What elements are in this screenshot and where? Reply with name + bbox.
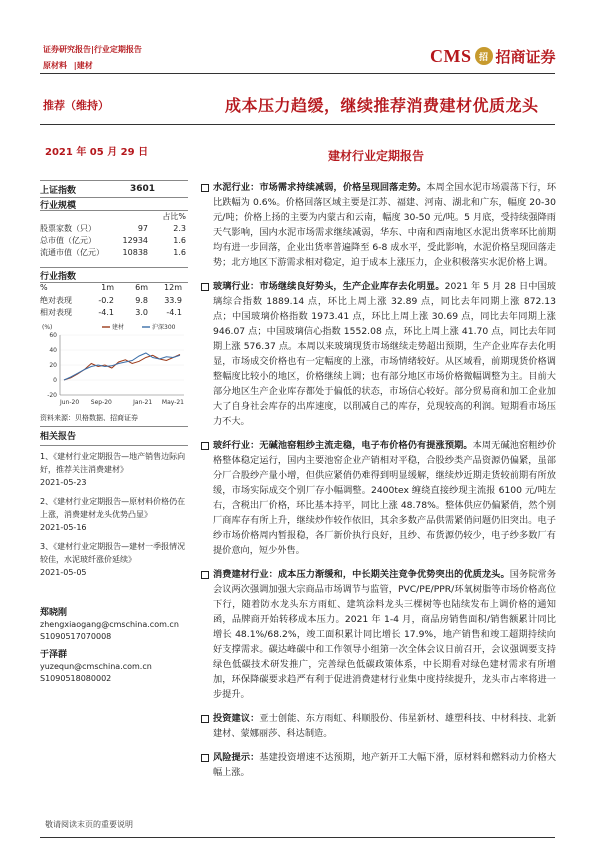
analyst-license: S1090518080002 — [40, 674, 112, 683]
perf-row-value: 9.8 — [135, 296, 148, 305]
related-date: 2021-05-23 — [40, 478, 87, 487]
industry-index-chart — [40, 321, 188, 411]
logo-cn-text: 招商证券 — [495, 47, 556, 66]
perf-row-value: 3.0 — [135, 308, 148, 317]
sidebar-divider — [40, 445, 188, 446]
sidebar — [40, 180, 188, 685]
scale-row-label: 股票家数（只） — [40, 224, 96, 233]
index-label: 上证指数 — [40, 185, 77, 196]
footer-note: 敬请阅读末页的重要说明 — [45, 820, 133, 829]
scale-row-pct: 1.6 — [173, 248, 186, 257]
bullet-lead: 消费建材行业：成本压力渐缓和，中长期关注竞争优势突出的优质龙头。 — [213, 569, 510, 580]
bullet-body: 本周无碱池窑粗纱价格整体稳定运行，国内主要池窑企业产销相对平稳，合股纱类产品资源仍偏紧，虽部分厂合股纱产量小增，但供应紧俏仍难得到明显缓解，继续炒近期走货较前期有所放缓，市场实际成交个别厂存小幅调整。2400tex 缠绕直接纱现主流报 6100 元/吨左右，含税出厂价格，环比基本持平，同比上涨 48.78%。整体供应仍偏紧俏，然个别厂商库存有所上升，继续炒作较作依旧，其余多数产品供需紧俏问题仍旧突出。电子纱市场价格周内暂报稳，各厂新价执行良好，且纱、布货源仍较少，电子纱多数厂有提价意向，短少外售。 — [213, 440, 557, 556]
y-tick-label: 40 — [49, 347, 57, 354]
perf-row-value: -0.2 — [98, 296, 114, 305]
analyst-name: 郑晓刚 — [40, 608, 68, 618]
x-tick-label: Jun-20 — [60, 399, 80, 406]
perf-row — [40, 307, 188, 319]
analyst-name: 于泽群 — [40, 650, 68, 660]
x-tick-label: Jan-21 — [133, 399, 153, 406]
y-axis-label: (%) — [42, 324, 53, 331]
scale-row-value: 97 — [137, 224, 148, 233]
y-tick-label: 20 — [49, 362, 57, 369]
scale-row-label: 总市值（亿元） — [40, 236, 96, 245]
report-title: 成本压力趋缓，继续推荐消费建材优质龙头 — [225, 96, 539, 115]
bullet-fiberglass — [201, 438, 556, 558]
rating: 推荐（维持） — [43, 99, 109, 112]
legend-label: 建材 — [112, 324, 125, 331]
perf-col-unit: % — [40, 283, 48, 292]
perf-col-header: 12m — [164, 283, 182, 292]
bullet-lead: 水泥行业：市场需求持续减弱，价格呈现回落走势。 — [213, 182, 427, 193]
cms-logo — [430, 44, 560, 68]
y-tick-label: 0 — [53, 377, 57, 384]
scale-row-value: 10838 — [122, 248, 148, 257]
perf-row-value: -4.1 — [166, 308, 182, 317]
report-date: 2021 年 05 月 29 日 — [45, 147, 149, 158]
bullet-body: 本周全国水泥市场震荡下行，环比跌幅为 0.6%。价格回落区域主要是江苏、福建、河南、湖北和广东，幅度 20-30 元/吨；价格上扬的主要为内蒙古和云南，幅度 30-50 元/吨。5 月底，受持续强降雨天气影响，国内水泥市场需求继续减弱，华东、中南和西南地区水泥出货率环比前期均有进一步回落，企业出货率普遍降至 6-8 成水平，受此影响，水泥价格呈现回落走势；北方地区下游需求相对稳定，迫于成本上涨压力，企业积极落实水泥价格上调。 — [213, 182, 557, 268]
y-tick-label: -20 — [47, 392, 57, 399]
legend-label: 沪深300 — [152, 324, 176, 331]
bullet-box-icon — [201, 754, 209, 762]
scale-row-label: 流通市值（亿元） — [40, 248, 104, 257]
perf-row-value: 33.9 — [164, 296, 182, 305]
report-type: 证券研究报告|行业定期报告 — [43, 45, 142, 54]
bullet-lead: 玻璃行业：市场继续良好势头，生产企业库存去化明显。 — [213, 281, 445, 292]
bullet-body: 亚士创能、东方雨虹、科顺股份、伟星新材、雄塑科技、中材科技、北新建材、蒙娜丽莎、科达制造。 — [213, 713, 557, 739]
bullet-box-icon — [201, 184, 209, 192]
bullet-cement — [201, 180, 556, 270]
perf-row-label: 绝对表现 — [40, 296, 72, 305]
logo-cms-text: CMS — [430, 45, 472, 66]
related-list — [40, 450, 188, 579]
related-title[interactable]: 3、《建材行业定期报告—建材一季报情况较佳，水泥玻纤涨价延续》 — [40, 542, 186, 564]
scale-row — [40, 223, 188, 235]
scale-col-header — [40, 211, 188, 223]
bullet-lead: 风险提示： — [213, 752, 260, 763]
perf-row-value: -4.1 — [98, 308, 114, 317]
sector-category: 原材料 — [43, 61, 67, 70]
bullet-risk — [201, 750, 556, 780]
bullet-body: 2021 年 5 月 28 日中国玻璃综合指数 1889.14 点，环比上周上涨 32.89 点，同比去年同期上涨 872.13 点；中国玻璃价格指数 1973.41 点，环比上周上涨 30.69 点，同比去年同期上涨 946.07 点；中国玻璃信心指数 1552.08 点，环比上周上涨 41.70 点，同比去年同期上涨 576.37 点。本周以来玻璃现货市场继续走势超出预期，生产企业库存去化明显，市场成交价格也有一定幅度的上涨，市场情绪较好。从区域看，前期现货价格调整幅度比较小的地区，价格继续上调；也有部分地区市场价格微幅调整为主。目前大部分地区生产企业库存都处于偏低的状态，市场信心较好。部分贸易商和加工企业加大了自身社会库存的出库速度，以削减自己的库存，兑现较高的利润。短期看市场压力不大。 — [213, 281, 556, 427]
related-title[interactable]: 1、《建材行业定期报告—地产销售边际向好，推荐关注消费建材》 — [40, 452, 186, 474]
sector-line — [43, 60, 93, 71]
index-row — [40, 181, 188, 197]
perf-heading: 行业指数 — [40, 271, 77, 282]
bullet-lead: 玻纤行业：无碱池窑粗纱主流走稳，电子布价格仍有提涨预期。 — [213, 440, 473, 451]
perf-row — [40, 295, 188, 307]
related-date: 2021-05-16 — [40, 523, 87, 532]
scale-pct-header: 占比% — [162, 212, 186, 221]
analyst-email[interactable]: zhengxiaogang@cmschina.com.cn — [40, 620, 179, 629]
bullet-body: 国务院常务会议两次强调加强大宗商品市场调节与监管，PVC/PE/PPR/环氧树脂等市场价格高位下行，随着防水龙头东方雨虹、建筑涂料龙头三棵树等也陆续发布上调价格的通知函，品牌商开始转移成本压力。2021 年 1-4 月，商品房销售面积/销售额累计同比增长 48.1%/68.2%，竣工面积累计同比增长 17.9%，地产销售和竣工超期持续向好支撑需求。碳达峰碳中和工作领导小组第一次全体会议日前召开，会议强调要支持绿色低碳技术研发推广，完善绿色低碳政策体系，中长期看对绿色建材需求有所增加，环保降碳要求趋严有利于促进消费建材行业集中度持续提升，龙头市占率将进一步提升。 — [213, 569, 557, 700]
related-heading: 相关报告 — [40, 432, 77, 442]
related-date: 2021-05-05 — [40, 568, 87, 577]
y-tick-label: 60 — [49, 332, 57, 339]
header-divider — [40, 73, 555, 74]
scale-heading-row — [40, 198, 188, 210]
series-line-2 — [64, 353, 180, 380]
x-tick-label: May-21 — [161, 399, 184, 406]
perf-heading-row — [40, 268, 188, 282]
bullet-box-icon — [201, 283, 209, 291]
perf-row-label: 相对表现 — [40, 308, 72, 317]
related-item[interactable] — [40, 540, 188, 579]
bullet-box-icon — [201, 715, 209, 723]
scale-row — [40, 235, 188, 247]
sector-name: |建材 — [73, 61, 93, 70]
scale-row-value: 12934 — [122, 236, 148, 245]
bullet-glass — [201, 279, 556, 429]
perf-col-header: 6m — [135, 283, 148, 292]
perf-col-header: 1m — [101, 283, 114, 292]
bullet-investment — [201, 711, 556, 741]
report-subtitle: 建材行业定期报告 — [328, 149, 425, 163]
title-divider — [40, 124, 555, 125]
related-title[interactable]: 2、《建材行业定期报告—原材料价格仍在上涨，消费建材龙头优势凸显》 — [40, 497, 186, 519]
scale-row — [40, 247, 188, 259]
chart-source: 资料来源：贝格数据、招商证券 — [40, 414, 138, 422]
sidebar-divider — [40, 426, 188, 427]
chart-svg — [40, 321, 188, 411]
analyst-email[interactable]: yuzequn@cmschina.com.cn — [40, 662, 152, 671]
perf-col-header — [40, 283, 188, 295]
bullet-body: 基建投资增速不达预期，地产新开工大幅下滑，原材料和燃料动力价格大幅上涨。 — [213, 752, 557, 778]
logo-badge-icon: 招 — [475, 47, 493, 65]
index-value: 3601 — [130, 184, 156, 194]
bullet-consumer-materials — [201, 567, 556, 702]
x-tick-label: Sep-20 — [90, 399, 112, 406]
main-content — [201, 180, 556, 789]
scale-row-pct: 2.3 — [173, 224, 186, 233]
bullet-box-icon — [201, 442, 209, 450]
scale-heading: 行业规模 — [40, 200, 77, 211]
bullet-lead: 投资建议： — [213, 713, 260, 724]
bullet-box-icon — [201, 571, 209, 579]
analyst-block — [40, 607, 188, 685]
scale-row-pct: 1.6 — [173, 236, 186, 245]
related-item[interactable] — [40, 450, 188, 489]
analyst-license: S1090517070008 — [40, 632, 112, 641]
related-item[interactable] — [40, 495, 188, 534]
footer-divider — [40, 837, 555, 838]
